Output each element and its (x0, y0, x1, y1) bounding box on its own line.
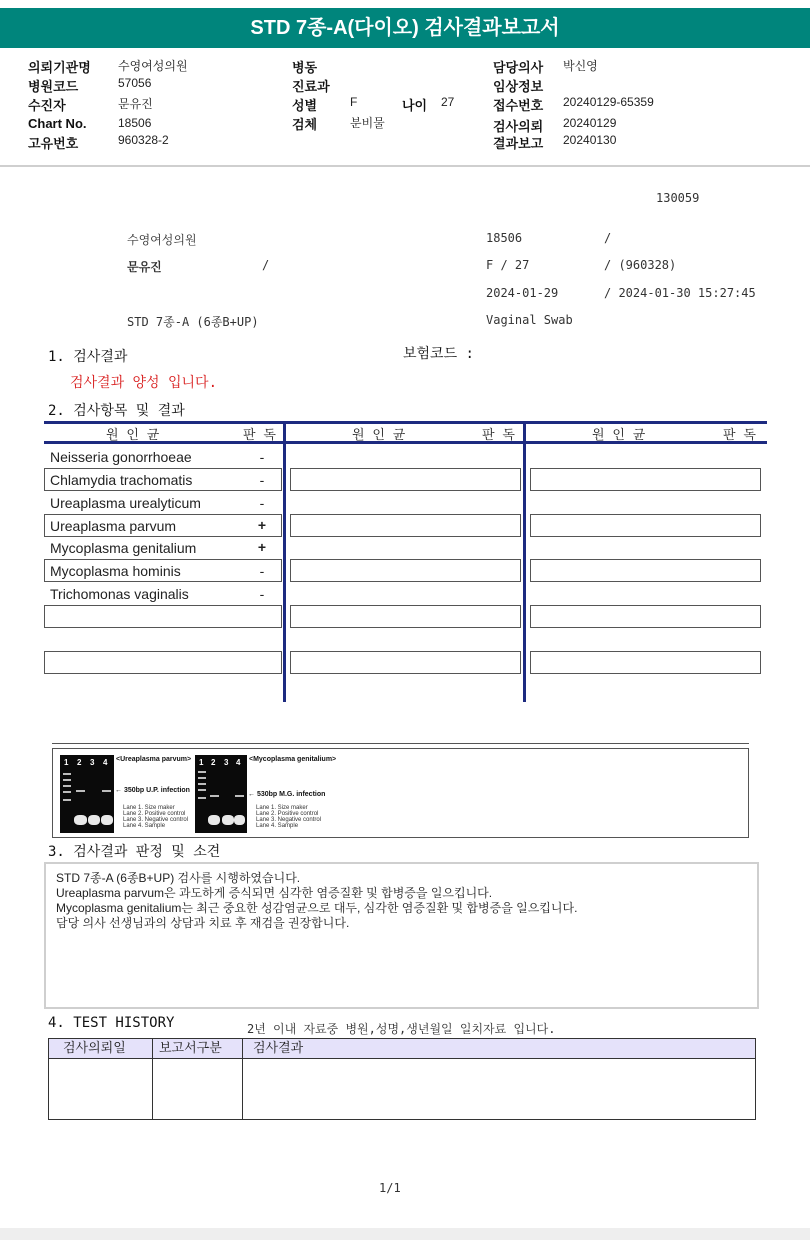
comment-line: 담당 의사 선생님과의 상담과 치료 후 재검을 권장합니다. (56, 916, 350, 930)
col-header-pathogen-2: 원 인 균 (352, 428, 406, 443)
col-header-verdict-3: 판 독 (723, 428, 756, 443)
result-summary: 검사결과 양성 입니다. (70, 375, 218, 391)
request-date-label: 검사의뢰 (493, 119, 544, 134)
pathogen-mycoplasma-genitalium: Mycoplasma genitalium (50, 540, 197, 556)
verdict-trichomonas-vaginalis: - (259, 586, 265, 602)
info-sex-age: F / 27 (486, 258, 530, 272)
pathogen-ureaplasma-parvum: Ureaplasma parvum (50, 518, 177, 534)
row-box (290, 468, 521, 491)
gel1-lane-2: 2 (77, 758, 82, 767)
patient-value: 문유진 (118, 97, 153, 111)
row-box (530, 514, 761, 537)
row-box (290, 559, 521, 582)
gel2-lane-3: 3 (224, 758, 229, 767)
gel1-lane-1: 1 (64, 758, 69, 767)
receipt-no-label: 접수번호 (493, 98, 544, 113)
report-date-label: 결과보고 (493, 136, 544, 151)
gel-panel-1 (60, 755, 114, 833)
info-test-name: STD 7종-A (6종B+UP) (127, 315, 259, 329)
gel2-lane-1: 1 (199, 758, 204, 767)
age-label: 나이 (402, 98, 428, 113)
row-box (530, 559, 761, 582)
doctor-value: 박신영 (563, 59, 598, 73)
section-1-title: 1. 검사결과 (48, 349, 128, 365)
hospital-code-value: 57056 (118, 76, 152, 90)
department-label: 진료과 (292, 79, 330, 94)
interpretation-box (44, 862, 759, 1009)
gel1-legend: Lane 1. Size maker Lane 2. Positive control Lane 3. Negative control Lane 4. Sample (123, 805, 189, 829)
chart-no-label: Chart No. (28, 116, 87, 131)
gel-electrophoresis-image (52, 748, 749, 838)
sex-value: F (350, 95, 358, 109)
comment-line: Ureaplasma parvum은 과도하게 증식되면 심각한 염증질환 및 합병증을 일으킵니다. (56, 886, 493, 900)
hospital-name-label: 의뢰기관명 (28, 60, 91, 75)
verdict-mycoplasma-genitalium: + (257, 539, 267, 555)
page-number: 1/1 (379, 1181, 401, 1195)
info-specimen: Vaginal Swab (486, 313, 573, 327)
row-box (44, 605, 282, 628)
gel2-lane-4: 4 (236, 758, 241, 767)
info-reported: / 2024-01-30 15:27:45 (604, 286, 756, 300)
header-divider (0, 165, 810, 167)
gel2-lane-2: 2 (211, 758, 216, 767)
info-chart: 18506 (486, 231, 523, 245)
report-code: 130059 (656, 191, 700, 205)
verdict-neisseria-gonorrhoeae: - (259, 449, 265, 465)
verdict-mycoplasma-hominis: - (259, 563, 265, 579)
report-date-value: 20240130 (563, 133, 617, 147)
history-col-report-type: 보고서구분 (153, 1039, 243, 1119)
unique-id-value: 960328-2 (118, 133, 169, 147)
history-note: 2년 이내 자료중 병원,성명,생년월일 일치자료 입니다. (247, 1022, 556, 1036)
hospital-name-value: 수영여성의원 (118, 59, 188, 73)
pathogen-mycoplasma-hominis: Mycoplasma hominis (50, 563, 181, 579)
receipt-no-value: 20240129-65359 (563, 95, 654, 109)
col-header-verdict-1: 판 독 (243, 428, 276, 443)
gel1-band-label: ← 350bp U.P. infection (115, 787, 190, 794)
age-value: 27 (441, 95, 455, 109)
report-title: STD 7종-A(다이오) 검사결과보고서 (0, 8, 810, 48)
unique-id-label: 고유번호 (28, 136, 79, 151)
info-slash: / (262, 258, 270, 272)
verdict-chlamydia-trachomatis: - (259, 472, 265, 488)
history-col-request-date: 검사의뢰일 (49, 1039, 153, 1119)
gel1-title: <Ureaplasma parvum> (116, 756, 192, 763)
pathogen-trichomonas-vaginalis: Trichomonas vaginalis (50, 586, 189, 602)
insurance-code-label: 보험코드 : (403, 346, 474, 362)
row-box (290, 514, 521, 537)
col-header-verdict-2: 판 독 (482, 428, 515, 443)
pathogen-ureaplasma-urealyticum: Ureaplasma urealyticum (50, 495, 201, 511)
table-col-divider-1 (283, 421, 286, 702)
info-received: 2024-01-29 (486, 286, 559, 300)
gel2-legend: Lane 1. Size maker Lane 2. Positive control Lane 3. Negative control Lane 4. Sample (256, 805, 322, 829)
info-hospital: 수영여성의원 (127, 233, 197, 247)
col-header-pathogen-1: 원 인 균 (106, 428, 160, 443)
request-date-value: 20240129 (563, 116, 617, 130)
comment-line: Mycoplasma genitalium는 최근 중요한 성감염균으로 대두, 심각한 염증질환 및 합병증을 일으킵니다. (56, 901, 578, 915)
gel-panel-2 (195, 755, 247, 833)
info-dob: / (960328) (604, 258, 677, 272)
gel2-band-label: ← 530bp M.G. infection (248, 791, 326, 798)
section-3-title: 3. 검사결과 판정 및 소견 (48, 844, 221, 860)
row-box (530, 651, 761, 674)
history-col-result: 검사결과 (253, 1041, 304, 1056)
section-2-title: 2. 검사항목 및 결과 (48, 403, 185, 419)
bottom-bar (0, 1228, 810, 1240)
pathogen-chlamydia-trachomatis: Chlamydia trachomatis (50, 472, 193, 488)
ward-label: 병동 (292, 60, 318, 75)
table-col-divider-2 (523, 421, 526, 702)
row-box (290, 651, 521, 674)
verdict-ureaplasma-parvum: + (257, 517, 267, 533)
chart-no-value: 18506 (118, 116, 152, 130)
info-patient: 문유진 (127, 260, 162, 274)
gel1-lane-3: 3 (90, 758, 95, 767)
doctor-label: 담당의사 (493, 60, 544, 75)
pathogen-neisseria-gonorrhoeae: Neisseria gonorrhoeae (50, 449, 192, 465)
row-box (530, 605, 761, 628)
row-box (44, 651, 282, 674)
section-4-title: 4. TEST HISTORY (48, 1015, 175, 1031)
verdict-ureaplasma-urealyticum: - (259, 495, 265, 511)
history-table (48, 1038, 756, 1120)
col-header-pathogen-3: 원 인 균 (592, 428, 646, 443)
info-slash-2: / (604, 231, 612, 245)
patient-label: 수진자 (28, 98, 66, 113)
gel-top-rule (52, 743, 749, 744)
row-box (530, 468, 761, 491)
specimen-label: 검체 (292, 117, 318, 132)
gel2-title: <Mycoplasma genitalium> (249, 756, 337, 763)
comment-line: STD 7종-A (6종B+UP) 검사를 시행하였습니다. (56, 871, 301, 885)
clinical-info-label: 임상정보 (493, 79, 544, 94)
sex-label: 성별 (292, 98, 318, 113)
hospital-code-label: 병원코드 (28, 79, 79, 94)
gel1-lane-4: 4 (103, 758, 108, 767)
row-box (290, 605, 521, 628)
specimen-value: 분비물 (350, 116, 385, 130)
